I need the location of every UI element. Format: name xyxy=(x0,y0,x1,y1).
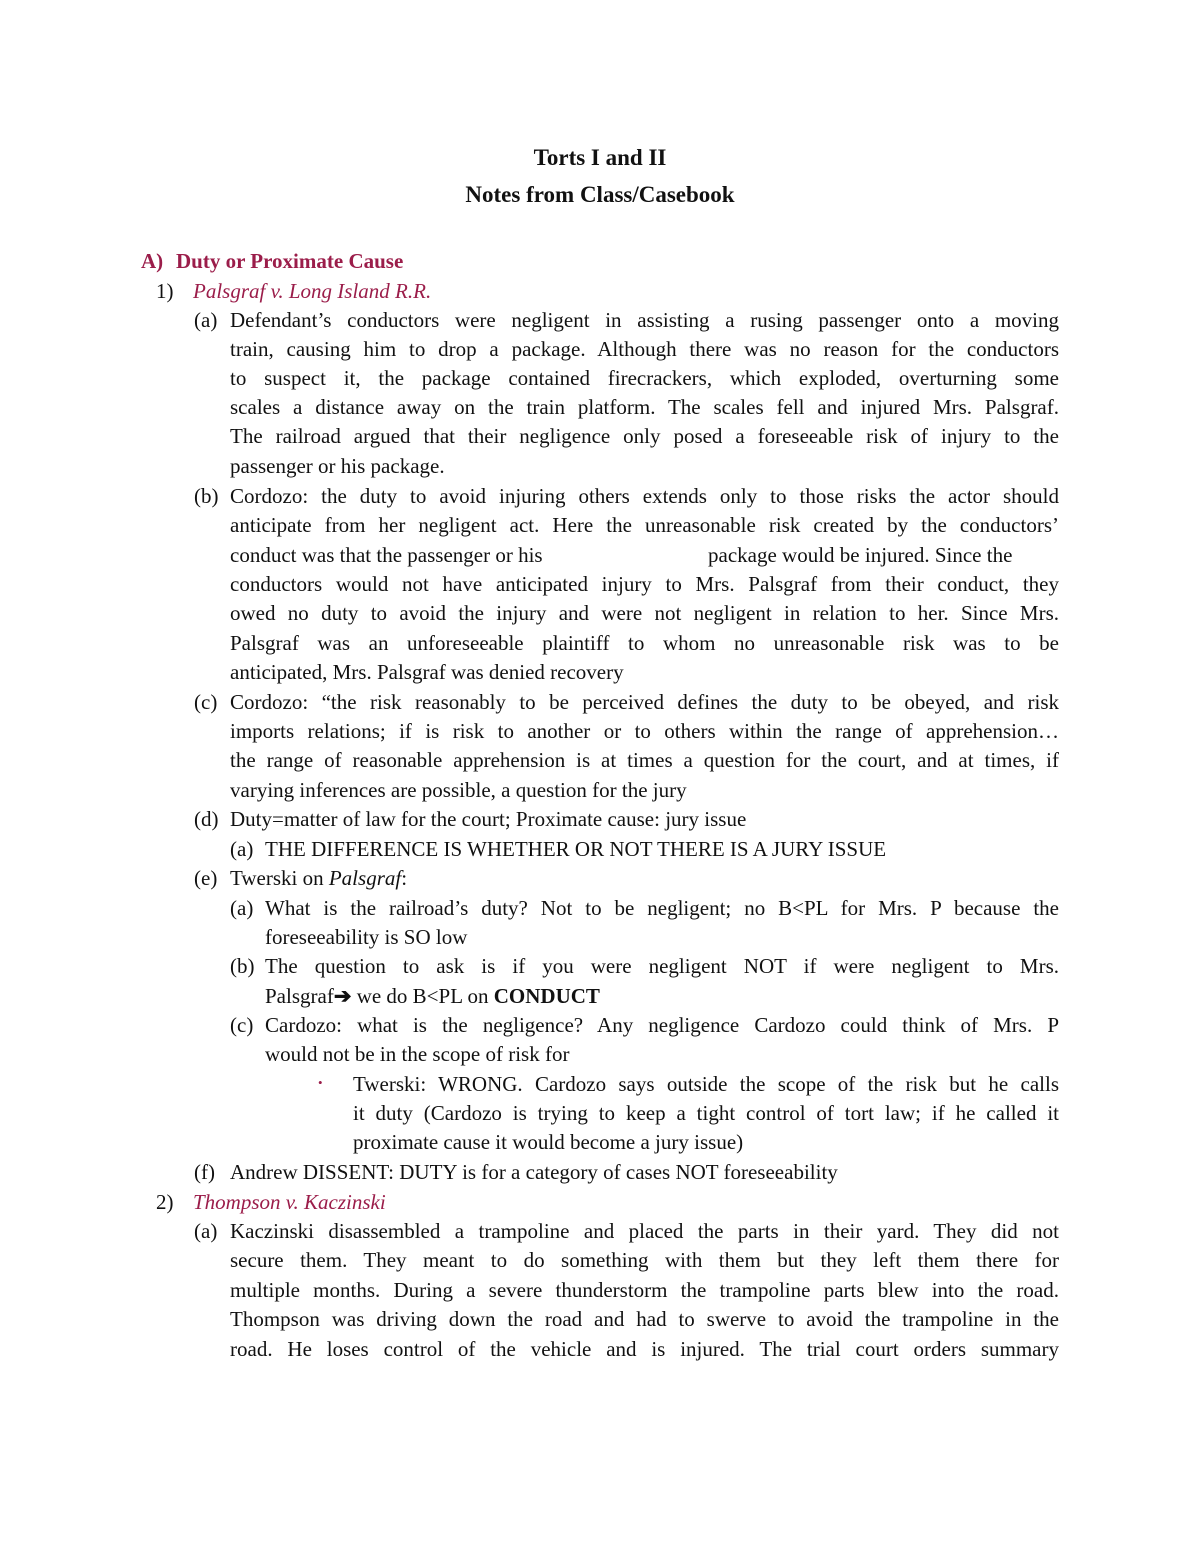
case1-d-text: Duty=matter of law for the court; Proximate cause: jury issue xyxy=(230,807,747,831)
case2-a-line: multiple months. During a severe thunderstorm the trampoline parts blew into the road. xyxy=(230,1278,1059,1302)
case1-e-a-label: (a) xyxy=(230,896,254,920)
case1-e-c-line: would not be in the scope of risk for xyxy=(265,1042,570,1066)
case2-a-line: Kaczinski disassembled a trampoline and placed the parts in their yard. They did not xyxy=(230,1219,1059,1243)
case1-a-line: The railroad argued that their negligence only posed a foreseeable risk of injury to the xyxy=(230,424,1059,448)
case1-f-label: (f) xyxy=(194,1160,215,1184)
case1-a-line: to suspect it, the package contained firecrackers, which exploded, overturning some xyxy=(230,366,1059,390)
case1-f-text: Andrew DISSENT: DUTY is for a category of cases NOT foreseeability xyxy=(230,1160,838,1184)
case1-e-b-line2-mid: we do B<PL on xyxy=(351,984,494,1008)
case1-e-bullet-line: Twerski: WRONG. Cardozo says outside the scope of the risk but he calls xyxy=(353,1072,1059,1096)
case1-b-line: conductors would not have anticipated injury to Mrs. Palsgraf from their conduct, they xyxy=(230,572,1059,596)
bullet-icon: • xyxy=(318,1075,323,1090)
case1-e-label: (e) xyxy=(194,866,218,890)
case1-a-line: train, causing him to drop a package. Although there was no reason for the conductors xyxy=(230,337,1059,361)
case1-c-line: varying inferences are possible, a question for the jury xyxy=(230,778,687,802)
case1-b-line: anticipated, Mrs. Palsgraf was denied recovery xyxy=(230,660,624,684)
case1-c-line: the range of reasonable apprehension is at times a question for the court, and at times, if xyxy=(230,748,1059,772)
case1-e-a-line: What is the railroad’s duty? Not to be negligent; no B<PL for Mrs. P because the xyxy=(265,896,1059,920)
arrow-right-icon: ➔ xyxy=(333,984,352,1008)
page-title: Torts I and II xyxy=(533,145,667,170)
case1-d-sub-text: THE DIFFERENCE IS WHETHER OR NOT THERE IS A JURY ISSUE xyxy=(265,837,887,861)
case1-number: 1) xyxy=(156,279,174,303)
case1-e-b-label: (b) xyxy=(230,954,255,978)
case1-e-heading-post: : xyxy=(401,866,408,890)
case1-a-line: Defendant’s conductors were negligent in assisting a rusing passenger onto a moving xyxy=(230,308,1059,332)
case2-a-label: (a) xyxy=(194,1219,218,1243)
case1-e-bullet-line: it duty (Cardozo is trying to keep a tight control of tort law; if he called it xyxy=(353,1101,1059,1125)
case1-c-line: imports relations; if is risk to another or to others within the range of apprehension… xyxy=(230,719,1059,743)
case2-a-line: road. He loses control of the vehicle and is injured. The trial court orders summary xyxy=(230,1337,1059,1361)
case1-d-sub-label: (a) xyxy=(230,837,254,861)
case2-number: 2) xyxy=(156,1190,174,1214)
case1-e-c-line: Cardozo: what is the negligence? Any negligence Cardozo could think of Mrs. P xyxy=(265,1013,1059,1037)
case1-e-heading-pre: Twerski on xyxy=(230,866,329,890)
case1-b-line: conduct was that the passenger or his xyxy=(230,543,543,567)
case1-e-a-line: foreseeability is SO low xyxy=(265,925,468,949)
case1-b-line: owed no duty to avoid the injury and were not negligent in relation to her. Since Mrs. xyxy=(230,601,1059,625)
page-subtitle: Notes from Class/Casebook xyxy=(465,182,735,207)
case1-a-line: passenger or his package. xyxy=(230,454,445,478)
case1-c-label: (c) xyxy=(194,690,218,714)
case1-e-c-label: (c) xyxy=(230,1013,254,1037)
case1-e-b-line2-bold: CONDUCT xyxy=(493,984,600,1008)
case1-c-line: Cordozo: “the risk reasonably to be perceived defines the duty to be obeyed, and risk xyxy=(230,690,1059,714)
case1-e-b-line2 xyxy=(265,982,600,1011)
case1-e-b-line: The question to ask is if you were negligent NOT if were negligent to Mrs. xyxy=(265,954,1059,978)
case1-b-line: Cordozo: the duty to avoid injuring others extends only to those risks the actor should xyxy=(230,484,1059,508)
case1-b-line: anticipate from her negligent act. Here the unreasonable risk created by the conductors’ xyxy=(230,513,1059,537)
case1-e-b-line2-pre: Palsgraf xyxy=(265,984,334,1008)
case1-a-line: scales a distance away on the train platform. The scales fell and injured Mrs. Palsgraf. xyxy=(230,395,1059,419)
case1-name: Palsgraf v. Long Island R.R. xyxy=(193,279,432,303)
case2-name: Thompson v. Kaczinski xyxy=(193,1190,386,1214)
case1-b-line: package would be injured. Since the xyxy=(708,543,1013,567)
case1-b-label: (b) xyxy=(194,484,219,508)
case2-a-line: secure them. They meant to do something with them but they left them there for xyxy=(230,1248,1059,1272)
section-a-label: A) xyxy=(141,249,164,273)
section-a-heading: Duty or Proximate Cause xyxy=(176,249,404,273)
case1-b-line: Palsgraf was an unforeseeable plaintiff to whom no unreasonable risk was to be xyxy=(230,631,1059,655)
case1-e-bullet-line: proximate cause it would become a jury issue) xyxy=(353,1130,744,1154)
case2-a-line: Thompson was driving down the road and had to swerve to avoid the trampoline in the xyxy=(230,1307,1059,1331)
case1-e-heading xyxy=(230,864,407,893)
case1-d-label: (d) xyxy=(194,807,219,831)
case1-e-heading-case: Palsgraf xyxy=(328,866,402,890)
case1-a-label: (a) xyxy=(194,308,218,332)
